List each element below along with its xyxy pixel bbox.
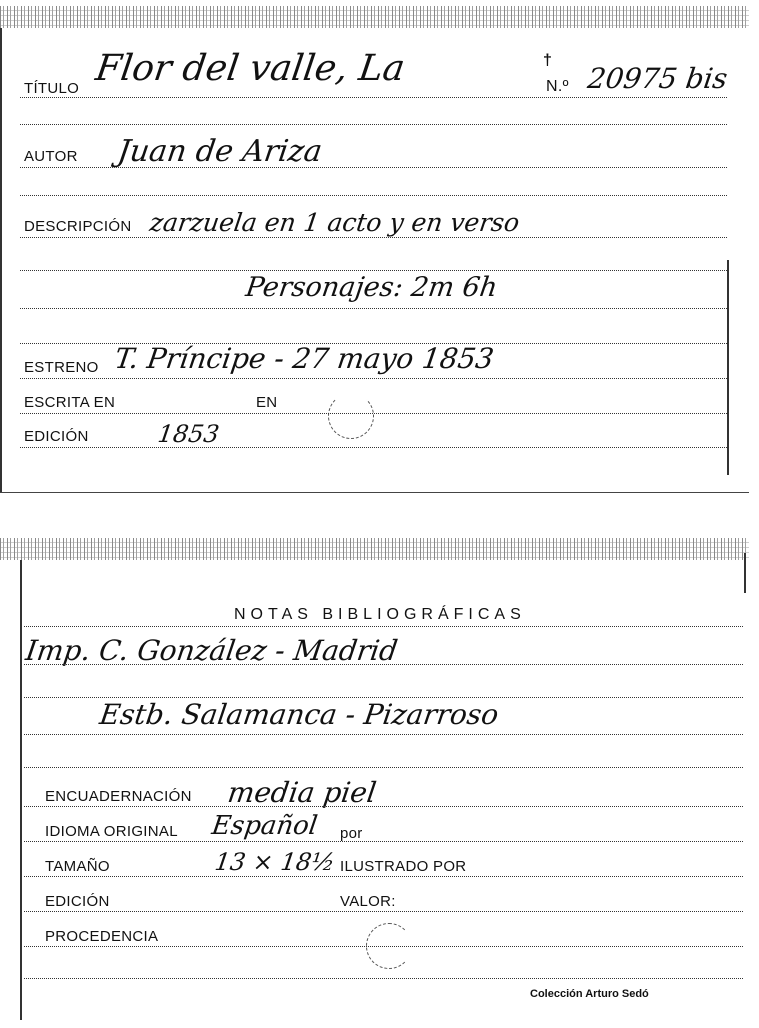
rule-line <box>24 626 743 627</box>
descripcion-value: zarzuela en 1 acto y en verso <box>147 208 522 237</box>
encuadernacion-value: media piel <box>225 776 379 809</box>
card-left-edge <box>0 28 2 493</box>
card-bottom-edge <box>0 492 749 493</box>
edicion-value: 1853 <box>156 420 222 448</box>
rule-line <box>24 767 743 768</box>
rule-line <box>20 270 727 271</box>
titulo-value: Flor del valle, La <box>93 48 408 89</box>
procedencia-label: PROCEDENCIA <box>45 928 159 945</box>
note-line-1: Imp. C. González - Madrid <box>23 634 400 667</box>
tamano-value: 13 × 18½ <box>213 848 337 876</box>
dagger-mark: † <box>543 52 552 69</box>
edicion-label: EDICIÓN <box>45 893 110 910</box>
idioma-value: Español <box>209 811 320 841</box>
rule-line <box>20 195 727 196</box>
rule-line <box>20 237 727 238</box>
escrita-en-label: ESCRITA EN <box>24 394 116 411</box>
catalog-card-back <box>0 538 749 1028</box>
autor-label: AUTOR <box>24 148 78 165</box>
titulo-label: TÍTULO <box>24 80 80 97</box>
rule-line <box>24 876 743 877</box>
rule-line <box>20 378 727 379</box>
card-left-edge <box>20 560 22 1020</box>
rule-line <box>24 734 743 735</box>
tamano-label: TAMAÑO <box>45 858 110 875</box>
scan-noise-strip <box>0 6 749 28</box>
rule-line <box>20 97 727 98</box>
numero-value: 20975 bis <box>585 62 730 95</box>
rule-line <box>24 841 743 842</box>
rule-line <box>20 167 727 168</box>
edicion-label: EDICIÓN <box>24 428 89 445</box>
note-line-2: Estb. Salamanca - Pizarroso <box>97 698 501 731</box>
estreno-value: T. Príncipe - 27 mayo 1853 <box>112 342 496 375</box>
numero-label: N.º <box>546 78 569 95</box>
rule-line <box>24 664 743 665</box>
rule-line <box>20 308 727 309</box>
rule-line <box>24 946 743 947</box>
autor-value: Juan de Ariza <box>115 134 325 169</box>
estreno-label: ESTRENO <box>24 359 99 376</box>
card-right-edge <box>727 260 729 475</box>
rule-line <box>20 413 727 414</box>
rule-line <box>24 978 743 979</box>
idioma-label: IDIOMA ORIGINAL <box>45 823 178 840</box>
personajes-value: Personajes: 2m 6h <box>243 272 500 303</box>
rule-line <box>24 911 743 912</box>
collection-footer: Colección Arturo Sedó <box>530 988 649 1000</box>
notas-heading: NOTAS BIBLIOGRÁFICAS <box>234 606 526 623</box>
rule-line <box>24 806 743 807</box>
card-right-edge <box>744 553 746 593</box>
catalog-card-front <box>0 0 749 495</box>
valor-label: VALOR: <box>340 893 396 910</box>
en-label: EN <box>256 394 278 411</box>
por-label: por <box>340 825 363 842</box>
encuadernacion-label: ENCUADERNACIÓN <box>45 788 192 805</box>
descripcion-label: DESCRIPCIÓN <box>24 218 132 235</box>
rule-line <box>20 447 727 448</box>
scan-noise-strip <box>0 538 749 560</box>
rule-line <box>20 124 727 125</box>
ilustrado-label: ILUSTRADO POR <box>340 858 467 875</box>
stamp-mark <box>328 393 374 439</box>
